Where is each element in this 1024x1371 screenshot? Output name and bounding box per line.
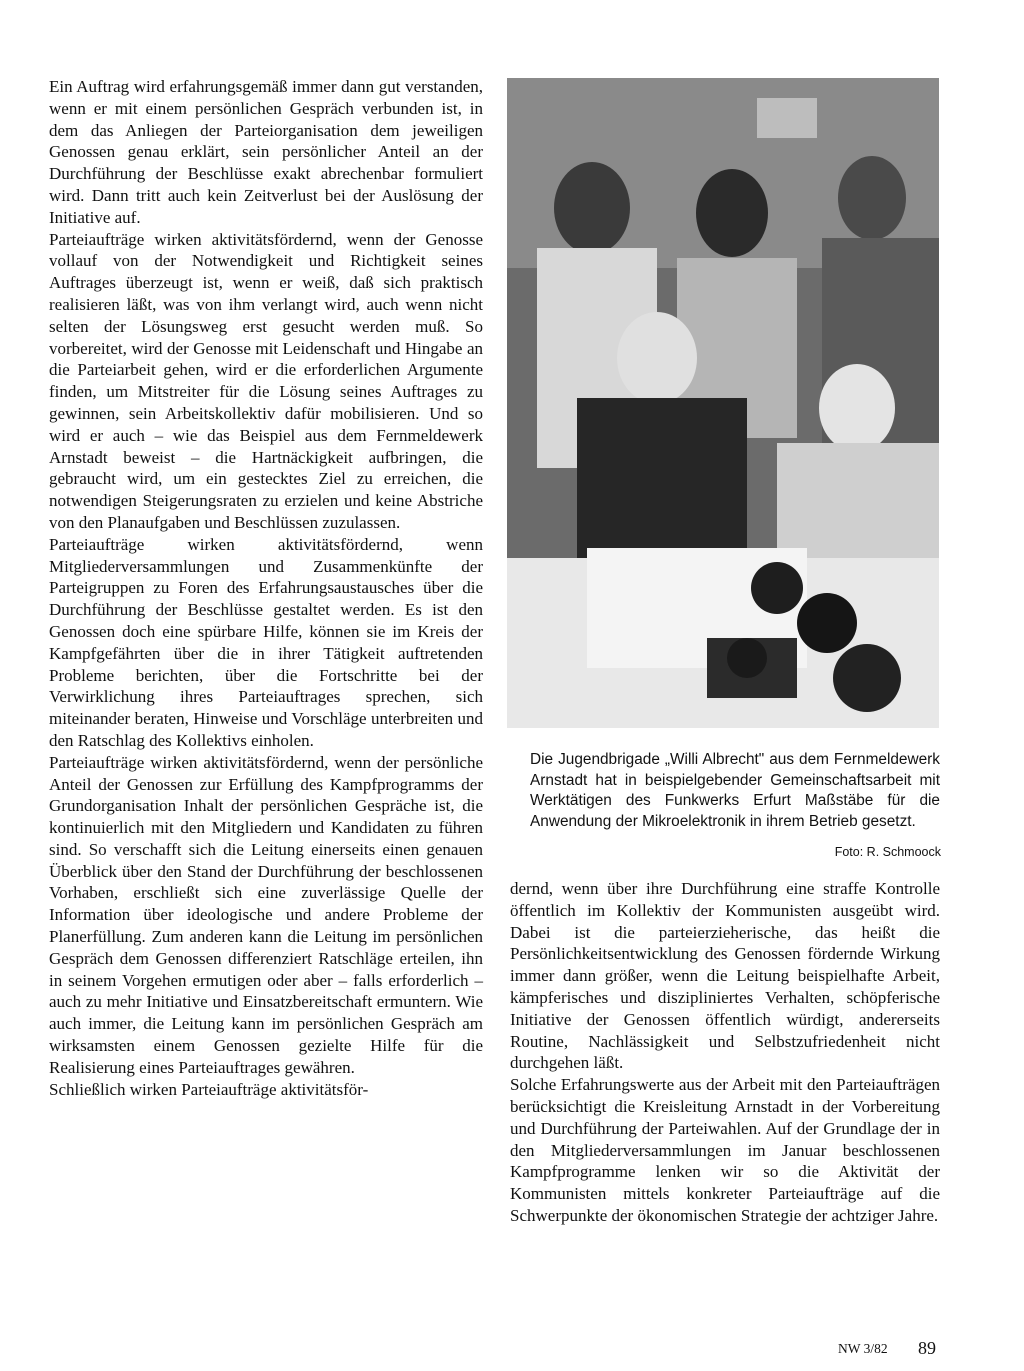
paragraph: Solche Erfahrungswerte aus der Arbeit mit den Parteiaufträgen berücksichtigt die Kreisleitung Arnstadt in der Vorbereitung und Durchführung der Parteiwahlen. Auf der Grundlage der in den Mitgliederversammlungen im Januar beschlossenen Kampfprogramme lenken wir so die Aktivität der Kommunisten mittels konkreter Parteiaufträge auf die Schwerpunkte der ökonomischen Strategie der achtziger Jahre. [510,1075,940,1225]
paragraph: Parteiaufträge wirken aktivitätsfördernd, wenn der Genosse vollauf von der Notwendigkeit und Richtigkeit seines Auftrages überzeugt ist, wenn er weiß, daß sich praktisch realisieren läßt, was von ihm verlangt wird, auch wenn nicht selten der Lösungsweg erst gesucht werden muß. So vorbereitet, wird der Genosse mit Leidenschaft und Hingabe an die Parteiarbeit gehen, wird er die erforderlichen Argumente finden, um Mitstreiter für die Lösung seines Auftrages zu gewinnen, sein Arbeitskollektiv dafür mobilisieren. Und so wird er auch – wie das Beispiel aus dem Fernmeldewerk Arnstadt beweist – die Hartnäckigkeit aufbringen, die gebraucht wird, um ein gestecktes Ziel zu erreichen, die notwendigen Steigerungsraten zu erzielen und keine Abstriche von den Planaufgaben und Beschlüssen zuzulassen. [49,229,483,532]
journal-issue: NW 3/82 [838,1341,888,1356]
paragraph: Ein Auftrag wird erfahrungsgemäß immer dann gut verstanden, wenn er mit einem persönlichen Gespräch verbunden ist, in dem das Anliegen der Parteiorganisation dem jeweiligen Genossen genau erklärt, sein persönlicher Anteil an der Durchführung der Beschlüsse exakt abrechenbar formuliert wird. Dann tritt auch kein Zeitverlust bei der Auslösung der Initiative auf. [49,77,483,227]
paragraph: dernd, wenn über ihre Durchführung eine straffe Kontrolle öffentlich im Kollektiv der Kommunisten ausgeübt wird. Dabei ist die parteierzieherische, das heißt die Persönlichkeitsentwicklung des Genossen fördernde Wirkung immer dann größer, wenn die Leitung beispielhafte Arbeit, kämpferisches und diszipliniertes Verhalten, schöpferische Initiative der Genossen öffentlich würdigt, andererseits Routine, Nachlässigkeit und Selbstzufriedenheit nicht durchgehen läßt. [510,879,940,1073]
photo-credit: Foto: R. Schmoock [834,845,941,859]
photo-caption: Die Jugendbrigade „Willi Albrecht" aus dem Fernmeldewerk Arnstadt hat in beispielgebender Gemeinschaftsarbeit mit Werktätigen des Funkwerks Erfurt Maßstäbe für die Anwendung der Mikroelektronik in ihrem Betrieb gesetzt. [530,751,940,830]
photo-illustration [507,78,939,728]
left-text-column [49,76,483,1100]
group-photo [507,78,939,728]
paragraph: Parteiaufträge wirken aktivitätsfördernd, wenn der persönliche Anteil der Genossen zur Erfüllung des Kampfprogramms der Grundorganisation Inhalt der persönlichen Gespräche ist, die kontinuierlich mit den Mitgliedern und Kandidaten zu führen sind. So verschafft sich die Leitung einerseits einen genauen Überblick über den Stand der Durchführung der beschlossenen Vorhaben, erschließt sich eine zuverlässige Quelle der Information über ideologische und andere Probleme der Planerfüllung. Zum anderen kann die Leitung im persönlichen Gespräch dem Genossen differenziert Ratschläge erteilen, ihn in seinem Vorgehen ermutigen oder aber – falls erforderlich – auch zu mehr Initiative und Einsatzbereitschaft ermuntern. Wie auch immer, die Leitung kann im persönlichen Gespräch am wirksamsten einem Genossen gezielte Hilfe für die Realisierung eines Parteiauftrages gewähren. [49,752,483,1077]
right-text-column [510,878,940,1227]
paragraph: Schließlich wirken Parteiaufträge aktivitätsför- [49,1079,369,1099]
page-number: 89 [918,1338,936,1358]
paragraph: Parteiaufträge wirken aktivitätsfördernd, wenn Mitgliederversammlungen und Zusammenkünfte der Parteigruppen zu Foren des Erfahrungsaustausches über die Durchführung der Beschlüsse gestaltet werden. Es ist den Genossen doch eine spürbare Hilfe, können sie im Kreis der Kampfgefährten über die in ihrer Tätigkeit auftretenden Probleme berichten, über die Fortschritte bei der Verwirklichung ihres Parteiauftrages sprechen, sich miteinander beraten, Hinweise und Vorschläge unterbreiten und den Ratschlag des Kollektivs einholen. [49,534,483,750]
